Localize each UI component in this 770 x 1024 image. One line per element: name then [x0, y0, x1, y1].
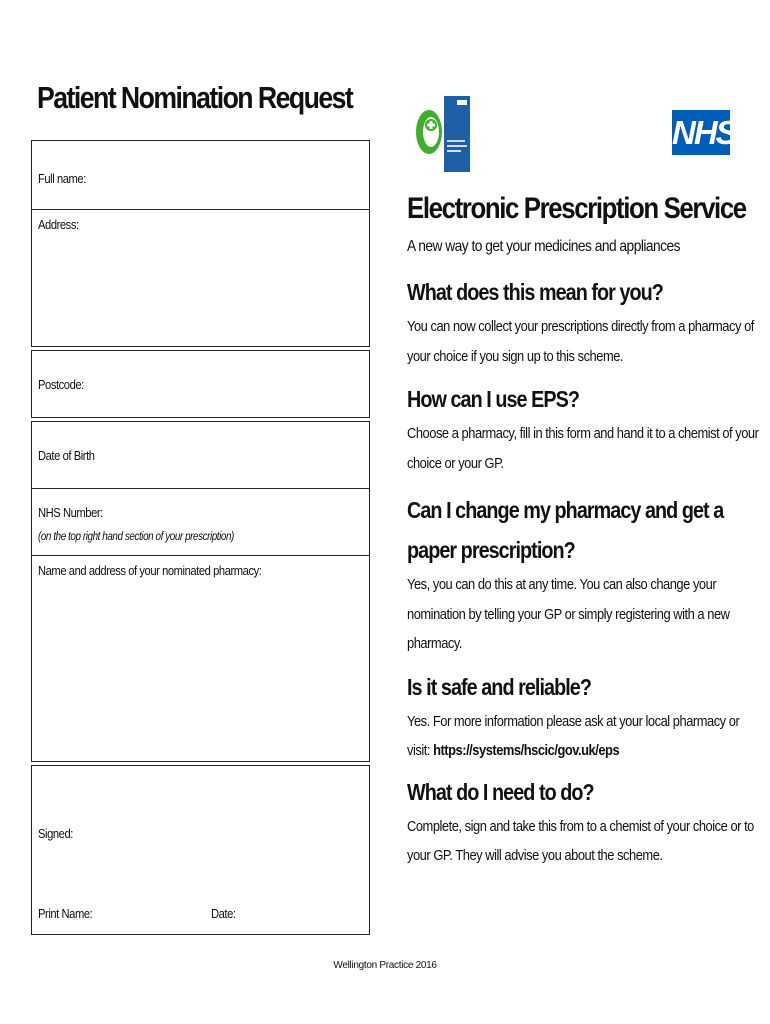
section-body-text: Yes. For more information please ask at your local pharmacy or visit:: [407, 712, 740, 759]
section-body: You can now collect your prescriptions directly from a pharmacy of your choice if you sign up to this scheme.: [407, 318, 754, 365]
date-of-birth-label: Date of Birth: [38, 448, 95, 463]
section-heading: What do I need to do?: [407, 778, 594, 805]
print-name-label: Print Name:: [38, 906, 93, 921]
section-what-to-do: [407, 772, 752, 871]
eps-website-link[interactable]: https://systems/hscic/gov.uk/eps: [433, 742, 620, 759]
section-heading: What does this mean for you?: [407, 279, 663, 305]
nhs-number-field[interactable]: [31, 489, 370, 556]
nhs-logo: NHS: [672, 110, 730, 155]
section-body: Complete, sign and take this from to a chemist of your choice or to your GP. They will advise you about the scheme.: [407, 817, 754, 864]
section-body: [407, 707, 760, 766]
signature-field[interactable]: [31, 765, 370, 935]
section-heading: How can I use EPS?: [407, 386, 580, 412]
section-heading: Can I change my pharmacy and get a paper prescription?: [407, 497, 724, 563]
nhs-number-note: (on the top right hand section of your prescription): [38, 531, 234, 543]
date-of-birth-field[interactable]: [31, 421, 370, 489]
nominated-pharmacy-label: Name and address of your nominated pharmacy:: [38, 563, 262, 578]
nominated-pharmacy-field[interactable]: [31, 556, 370, 762]
eps-info-panel: [407, 192, 759, 871]
footer-text: Wellington Practice 2016: [333, 960, 437, 971]
address-label: Address:: [38, 217, 79, 232]
section-body: Yes, you can do this at any time. You can also change your nomination by telling your GP or simply registering with a new pharmacy.: [407, 576, 730, 652]
section-how-to-use: [407, 379, 759, 478]
address-field[interactable]: [31, 210, 370, 347]
section-what-it-means: [407, 272, 752, 371]
section-change-pharmacy: [407, 490, 752, 659]
section-safe-reliable: [407, 667, 752, 766]
full-name-field[interactable]: [31, 140, 370, 210]
eps-logo: [412, 96, 474, 172]
postcode-label: Postcode:: [38, 377, 84, 392]
nhs-number-label: NHS Number:: [38, 505, 103, 520]
info-title: Electronic Prescription Service: [407, 192, 746, 225]
full-name-label: Full name:: [38, 171, 86, 186]
section-heading: Is it safe and reliable?: [407, 673, 591, 700]
postcode-field[interactable]: [31, 350, 370, 418]
form-title: Patient Nomination Request: [37, 80, 353, 115]
signed-label: Signed:: [38, 826, 73, 841]
date-label: Date:: [211, 906, 236, 921]
section-body: Choose a pharmacy, fill in this form and hand it to a chemist of your choice or your GP.: [407, 425, 759, 472]
nomination-form: [31, 140, 370, 935]
info-subtitle: A new way to get your medicines and appliances: [407, 238, 681, 255]
